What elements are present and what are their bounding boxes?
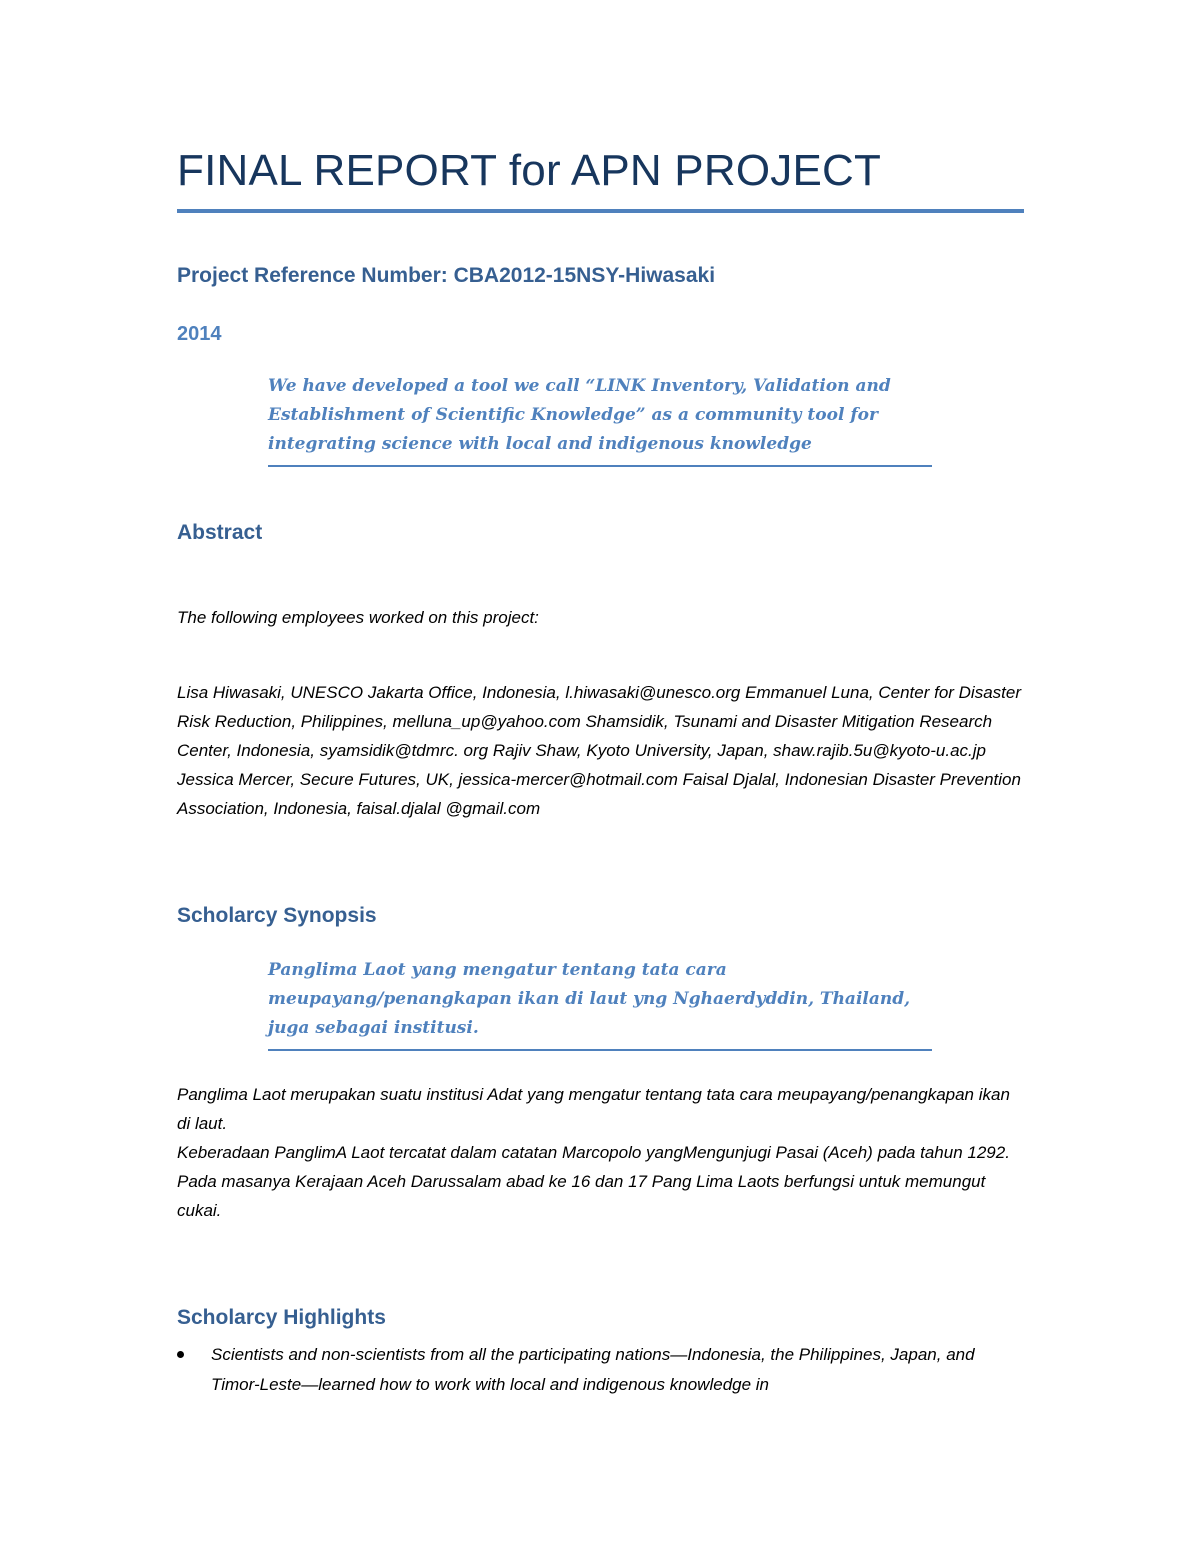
bullet-icon [177,1351,184,1358]
highlight-item [177,1340,1027,1400]
abstract-lead: The following employees worked on this project: [177,608,539,627]
employee-list: Lisa Hiwasaki, UNESCO Jakarta Office, Indonesia, l.hiwasaki@unesco.org Emmanuel Luna, Center for Disaster Risk Reduction, Philippines, melluna_up@yahoo.com Shamsidik, Tsunami and Disaster Mitigation Research Center, Indonesia, syamsidik@tdmrc. org Rajiv Shaw, Kyoto University, Japan, shaw.rajib.5u@kyoto-u.ac.jp Jessica Mercer, Secure Futures, UK, jessica-mercer@hotmail.com Faisal Djalal, Indonesian Disaster Prevention Association, Indonesia, faisal.djalal @gmail.com [177,683,1022,818]
project-reference: Project Reference Number: CBA2012-15NSY-Hiwasaki [177,264,716,287]
highlights-list [177,1340,1027,1400]
synopsis-line: Pada masanya Kerajaan Aceh Darussalam abad ke 16 dan 17 Pang Lima Laots berfungsi untuk memungut cukai. [177,1172,986,1220]
highlights-heading: Scholarcy Highlights [177,1306,386,1329]
document-title: FINAL REPORT for APN PROJECT [177,146,882,195]
abstract-heading: Abstract [177,521,263,544]
report-year: 2014 [177,323,222,345]
synopsis-body [177,1080,1027,1225]
title-divider [177,209,1024,213]
synopsis-quote: Panglima Laot yang mengatur tentang tata cara meupayang/penangkapan ikan di laut yng Nghaerdyddin, Thailand, juga sebagai institusi. [268,956,932,1051]
intro-quote: We have developed a tool we call “LINK Inventory, Validation and Establishment of Scientific Knowledge” as a community tool for integrating science with local and indigenous knowledge [268,372,932,467]
synopsis-line: Panglima Laot merupakan suatu institusi Adat yang mengatur tentang tata cara meupayang/penangkapan ikan di laut. [177,1085,1010,1133]
synopsis-heading: Scholarcy Synopsis [177,904,377,927]
synopsis-line: Keberadaan PanglimA Laot tercatat dalam catatan Marcopolo yangMengunjugi Pasai (Aceh) pada tahun 1292. [177,1143,1010,1162]
highlight-text: Scientists and non-scientists from all the participating nations—Indonesia, the Philippines, Japan, and Timor-Leste—learned how to work with local and indigenous knowledge in [211,1345,975,1394]
